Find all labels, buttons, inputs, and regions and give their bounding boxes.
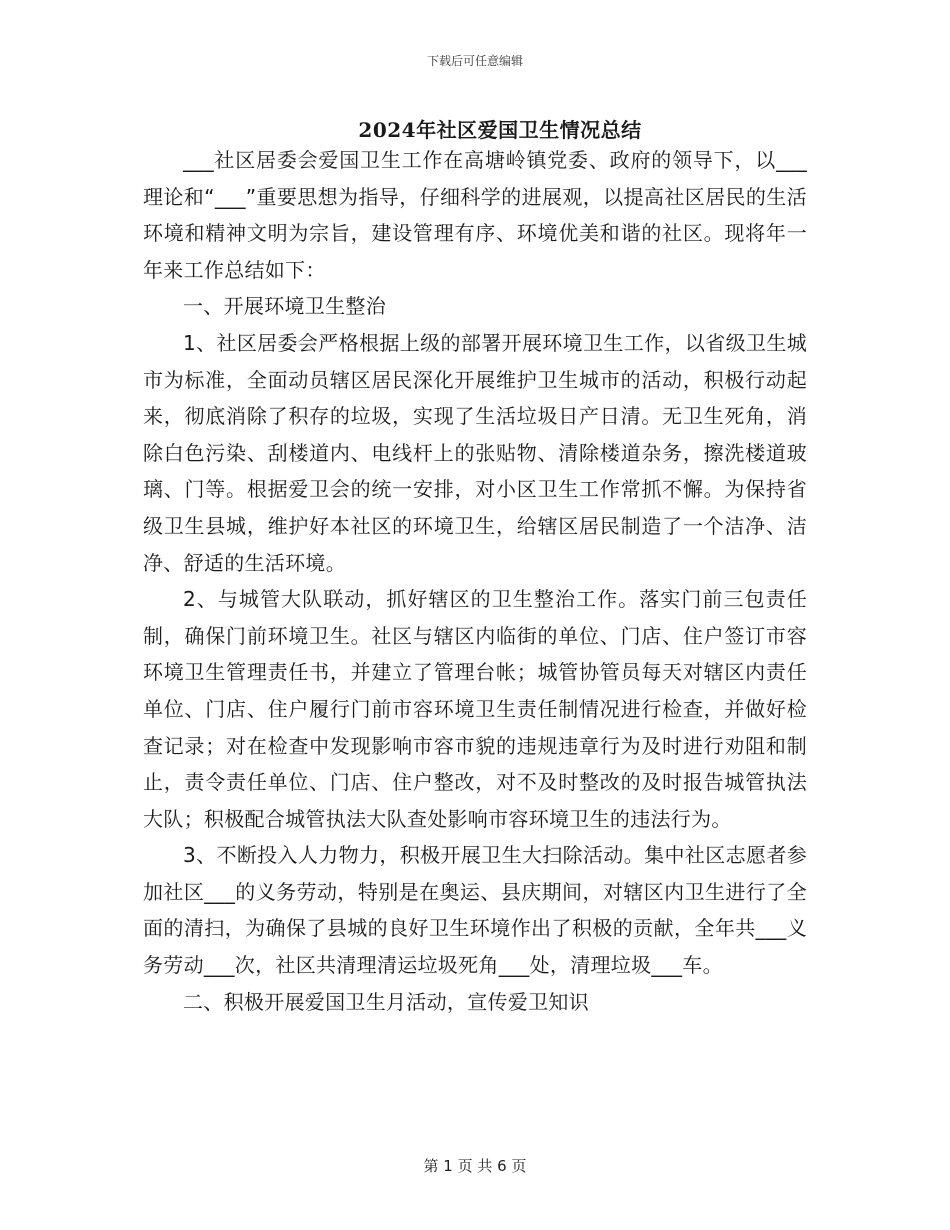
paragraph-item-3: 3、不断投入人力物力，积极开展卫生大扫除活动。集中社区志愿者参加社区___的义务劳动，特别是在奥运、县庆期间，对辖区内卫生进行了全面的清扫，为确保了县城的良好卫生环境作出了积极的贡献，全年共___义务劳动___次，社区共清理清运垃圾死角___处，清理垃圾___车。	[143, 843, 807, 978]
paragraph-intro: ___社区居委会爱国卫生工作在高塘岭镇党委、政府的领导下，以___理论和“___”重要思想为指导，仔细科学的进展观，以提高社区居民的生活环境和精神文明为宗旨，建设管理有序、环境优美和谐的社区。现将年一年来工作总结如下：	[143, 148, 807, 282]
section-heading-2: 二、积极开展爱国卫生月活动，宣传爱卫知识	[183, 989, 589, 1014]
section-heading-1: 一、开展环境卫生整治	[183, 294, 386, 319]
paragraph-item-2: 2、与城管大队联动，抓好辖区的卫生整治工作。落实门前三包责任制，确保门前环境卫生。社区与辖区内临街的单位、门店、住户签订市容环境卫生管理责任书，并建立了管理台帐；城管协管员每天对辖区内责任单位、门店、住户履行门前市容环境卫生责任制情况进行检查，并做好检查记录；对在检查中发现影响市容市貌的违规违章行为及时进行劝阻和制止，责令责任单位、门店、住户整改，对不及时整改的及时报告城管执法大队；积极配合城管执法大队查处影响市容环境卫生的违法行为。	[143, 587, 807, 831]
document-title: 2024年社区爱国卫生情况总结	[358, 118, 642, 142]
document-body	[143, 142, 807, 1020]
page-number: 第 1 页 共 6 页	[423, 1157, 527, 1175]
paragraph-item-1: 1、社区居委会严格根据上级的部署开展环境卫生工作，以省级卫生城市为标准，全面动员辖区居民深化开展维护卫生城市的活动，积极行动起来，彻底消除了积存的垃圾，实现了生活垃圾日产日清。无卫生死角，消除白色污染、刮楼道内、电线杆上的张贴物、清除楼道杂务，擦洗楼道玻璃、门等。根据爱卫会的统一安排，对小区卫生工作常抓不懈。为保持省级卫生县城，维护好本社区的环境卫生，给辖区居民制造了一个洁净、洁净、舒适的生活环境。	[143, 330, 807, 575]
page-header-note: 下载后可任意编辑	[426, 54, 523, 68]
